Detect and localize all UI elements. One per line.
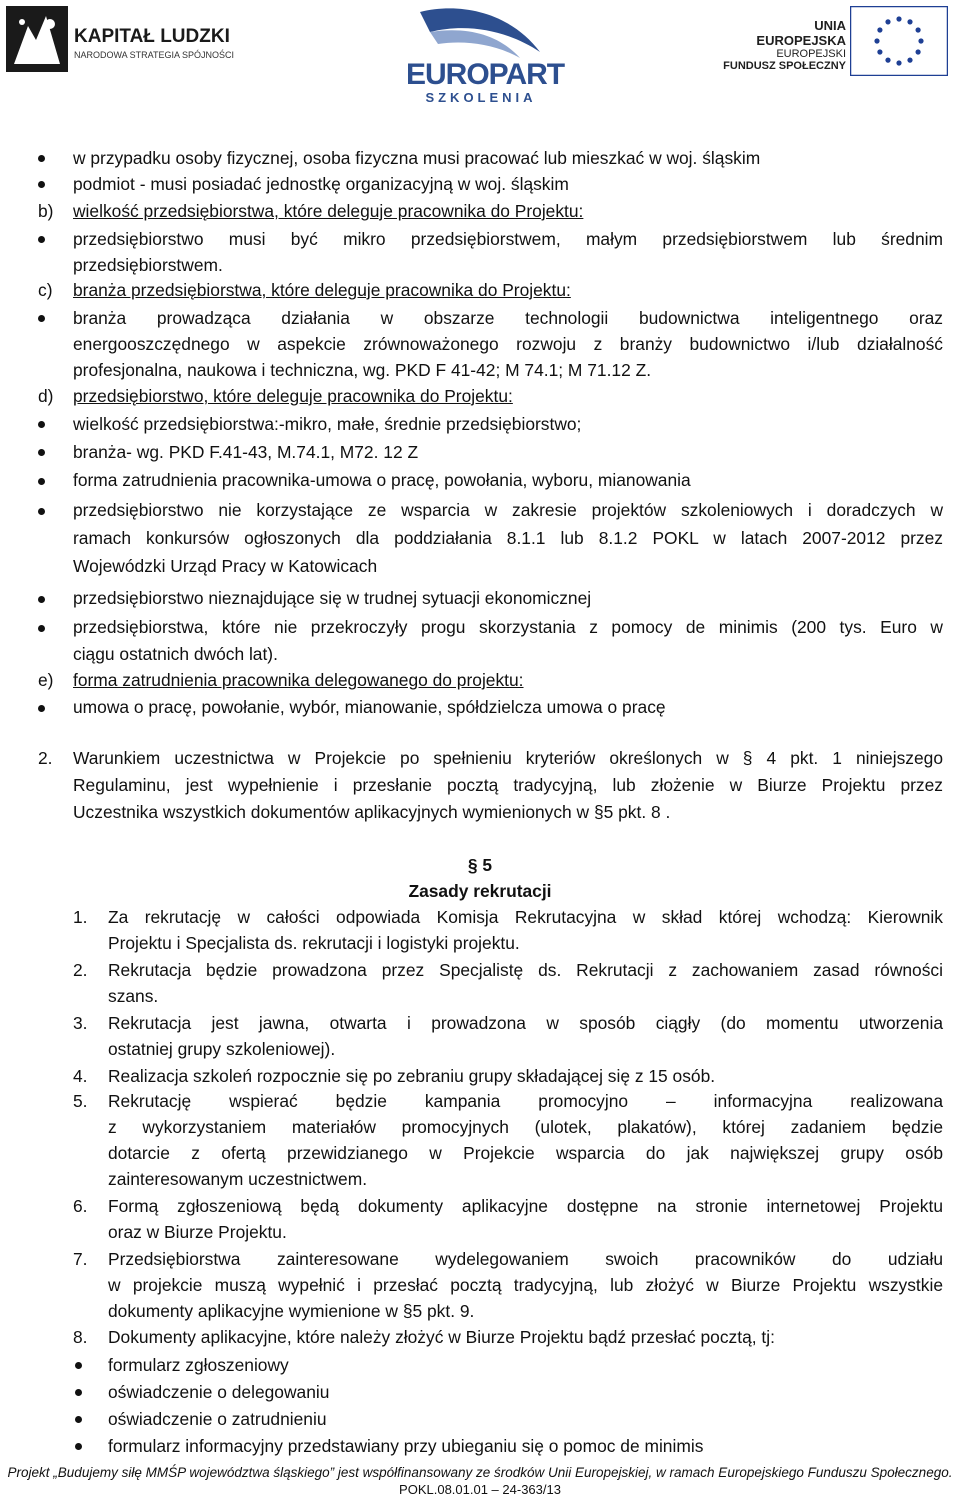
eu-flag-icon: [850, 6, 948, 76]
bullet-icon: [38, 625, 45, 632]
paragraph-line: Warunkiem uczestnictwa w Projekcie po spełnieniu kryteriów określonych w § 4 pkt. 1 niniejszego: [73, 748, 943, 768]
rule-text-continuation: w projekcie muszą wypełnić i przesłać pocztą tradycyjną, lub złożyć w Biurze Projektu wszystkie: [108, 1275, 943, 1295]
bullet-icon: [38, 236, 45, 243]
subsection-heading-c: branża przedsiębiorstwa, które deleguje pracownika do Projektu:: [73, 280, 571, 300]
bullet-icon: [75, 1416, 82, 1423]
rule-text-continuation: dotarcie z ofertą przewidzianego w Projekcie wsparcia do jak największej grupy osób: [108, 1143, 943, 1163]
kapital-ludzki-logo: [6, 6, 235, 76]
list-item: w przypadku osoby fizycznej, osoba fizyczna musi pracować lub mieszkać w woj. śląskim: [73, 148, 761, 168]
subsection-heading-e: forma zatrudnienia pracownika delegowanego do projektu:: [73, 670, 524, 690]
bullet-icon: [38, 705, 45, 712]
rule-number: 6.: [73, 1196, 88, 1216]
list-item: branża prowadząca działania w obszarze technologii budownictwa inteligentnego oraz: [73, 308, 943, 328]
footer-funding-note: Projekt „Budujemy siłę MMŚP województwa śląskiego” jest współfinansowany ze środków Unii Europejskiej, w ramach Europejskiego Funduszu Społecznego.: [7, 1465, 953, 1480]
list-item: przedsiębiorstwo nieznajdujące się w trudnej sytuacji ekonomicznej: [73, 588, 592, 608]
eu-star-icon: [918, 38, 923, 43]
rule-text: Rekrutacja jest jawna, otwarta i prowadzona w sposób ciągły (do momentu utworzenia: [108, 1013, 943, 1033]
rule-text-continuation: ostatniej grupy szkoleniowej).: [108, 1039, 336, 1059]
bullet-icon: [75, 1443, 82, 1450]
rule-number: 1.: [73, 907, 88, 927]
bullet-icon: [75, 1362, 82, 1369]
kapital-ludzki-emblem-icon: [6, 6, 68, 72]
list-marker-e: e): [38, 670, 54, 690]
document-list-item: oświadczenie o delegowaniu: [108, 1382, 330, 1402]
list-marker-b: b): [38, 201, 54, 221]
list-item: umowa o pracę, powołanie, wybór, mianowanie, spółdzielcza umowa o pracę: [73, 697, 666, 717]
list-item: forma zatrudnienia pracownika-umowa o pracę, powołania, wyboru, mianowania: [73, 470, 691, 490]
bullet-icon: [38, 508, 45, 515]
list-marker-c: c): [38, 280, 53, 300]
footer-project-code: POKL.08.01.01 – 24-363/13: [399, 1482, 561, 1497]
bullet-icon: [38, 478, 45, 485]
eu-star-icon: [907, 58, 912, 63]
section-title: Zasady rekrutacji: [408, 881, 552, 901]
eu-star-icon: [916, 27, 921, 32]
bullet-icon: [38, 596, 45, 603]
document-list-item: formularz zgłoszeniowy: [108, 1355, 289, 1375]
rule-number: 8.: [73, 1327, 88, 1347]
bullet-icon: [38, 421, 45, 428]
bullet-icon: [38, 449, 45, 456]
rule-text: Dokumenty aplikacyjne, które należy złożyć w Biurze Projektu bądź przesłać pocztą, tj:: [108, 1327, 775, 1347]
document-list-item: oświadczenie o zatrudnieniu: [108, 1409, 327, 1429]
rule-text-continuation: Projektu i Specjalista ds. rekrutacji i logistyki projektu.: [108, 933, 520, 953]
bullet-icon: [75, 1389, 82, 1396]
rule-number: 4.: [73, 1066, 88, 1086]
eu-star-icon: [907, 19, 912, 24]
list-item-continuation: ciągu ostatnich dwóch lat).: [73, 644, 278, 664]
europart-logo: [400, 2, 565, 106]
rule-text-continuation: oraz w Biurze Projektu.: [108, 1222, 287, 1242]
list-item: przedsiębiorstwo musi być mikro przedsiębiorstwem, małym przedsiębiorstwem lub średnim: [73, 229, 943, 249]
rule-text-continuation: zainteresowanym uczestnictwem.: [108, 1169, 368, 1189]
bullet-icon: [38, 155, 45, 162]
list-marker-d: d): [38, 386, 54, 406]
rule-number: 2.: [73, 960, 88, 980]
list-item-continuation: Wojewódzki Urząd Pracy w Katowicach: [73, 556, 378, 576]
eu-star-icon: [874, 38, 879, 43]
rule-number: 7.: [73, 1249, 88, 1269]
rule-number: 5.: [73, 1091, 88, 1111]
list-item: przedsiębiorstwa, które nie przekroczyły progu skorzystania z pomocy de minimis (200 tys. Euro w: [73, 617, 943, 637]
page-header: [0, 0, 960, 110]
document-list-item: formularz informacyjny przedstawiany przy ubieganiu się o pomoc de minimis: [108, 1436, 704, 1456]
rule-text-continuation: szans.: [108, 986, 159, 1006]
rule-text-continuation: z wykorzystaniem materiałów promocyjnych (ulotek, plakatów), której zadaniem będzie: [108, 1117, 943, 1137]
bullet-icon: [38, 315, 45, 322]
eu-star-icon: [896, 60, 901, 65]
list-item: branża- wg. PKD F.41-43, M.74.1, M72. 12 Z: [73, 442, 419, 462]
point-2-number: 2.: [38, 748, 53, 768]
rule-text: Rekrutację wspierać będzie kampania promocyjno – informacyjna realizowana: [108, 1091, 943, 1111]
eu-star-icon: [885, 58, 890, 63]
eu-line-3: FUNDUSZ SPOŁECZNY: [723, 60, 846, 72]
section-symbol: § 5: [467, 855, 493, 875]
list-item: podmiot - musi posiadać jednostkę organizacyjną w woj. śląskim: [73, 174, 569, 194]
rule-text: Realizacja szkoleń rozpocznie się po zebraniu grupy składającej się z 15 osób.: [108, 1066, 716, 1086]
eu-line-2: EUROPEJSKI: [776, 48, 846, 60]
europart-title: EUROPART: [406, 58, 565, 91]
kapital-ludzki-subtitle: NARODOWA STRATEGIA SPÓJNOŚCI: [74, 50, 235, 60]
kapital-ludzki-title: KAPITAŁ LUDZKI: [74, 26, 230, 47]
europart-subtitle: SZKOLENIA: [425, 90, 537, 105]
eu-line-1: UNIA EUROPEJSKA: [756, 18, 846, 48]
eu-logo-text: [722, 18, 846, 72]
list-item-continuation: przedsiębiorstwem.: [73, 255, 223, 275]
paragraph-line: Uczestnika wszystkich dokumentów aplikacyjnych wymienionych w §5 pkt. 8 .: [73, 802, 671, 822]
rule-text: Formą zgłoszeniową będą dokumenty aplikacyjne dostępne na stronie internetowej Projektu: [108, 1196, 943, 1216]
paragraph-line: Regulaminu, jest wypełnienie i przesłanie pocztą tradycyjną, lub złożenie w Biurze Projektu przez: [73, 775, 943, 795]
list-item: wielkość przedsiębiorstwa:-mikro, małe, średnie przedsiębiorstwo;: [73, 414, 582, 434]
eu-star-icon: [896, 16, 901, 21]
bullet-icon: [38, 181, 45, 188]
subsection-heading-d: przedsiębiorstwo, które deleguje pracownika do Projektu:: [73, 386, 513, 406]
list-item: przedsiębiorstwo nie korzystające ze wsparcia w zakresie projektów szkoleniowych i doradczych w: [73, 500, 943, 520]
subsection-heading-b: wielkość przedsiębiorstwa, które deleguje pracownika do Projektu:: [73, 201, 584, 221]
list-item-continuation: energooszczędnego w aspekcie zrównoważonego rozwoju z branży budownictwo i/lub działalność: [73, 334, 943, 354]
eu-star-icon: [877, 49, 882, 54]
list-item-continuation: ramach konkursów ogłoszonych dla poddziałania 8.1.1 lub 8.1.2 POKL w latach 2007-2012 przez: [73, 528, 943, 548]
europart-swoosh-icon: [400, 2, 560, 62]
rule-text: Za rekrutację w całości odpowiada Komisja Rekrutacyjna w skład której wchodzą: Kierownik: [108, 907, 943, 927]
rule-text: Rekrutacja będzie prowadzona przez Specjalistę ds. Rekrutacji z zachowaniem zasad równości: [108, 960, 943, 980]
eu-star-icon: [877, 27, 882, 32]
rule-text: Przedsiębiorstwa zainteresowane wydelegowaniem swoich pracowników do udziału: [108, 1249, 943, 1269]
eu-star-icon: [916, 49, 921, 54]
rule-text-continuation: dokumenty aplikacyjne wymienione w §5 pkt. 9.: [108, 1301, 475, 1321]
list-item-continuation: profesjonalna, naukowa i techniczna, wg. PKD F 41-42; M 74.1; M 71.12 Z.: [73, 360, 652, 380]
eu-star-icon: [885, 19, 890, 24]
rule-number: 3.: [73, 1013, 88, 1033]
